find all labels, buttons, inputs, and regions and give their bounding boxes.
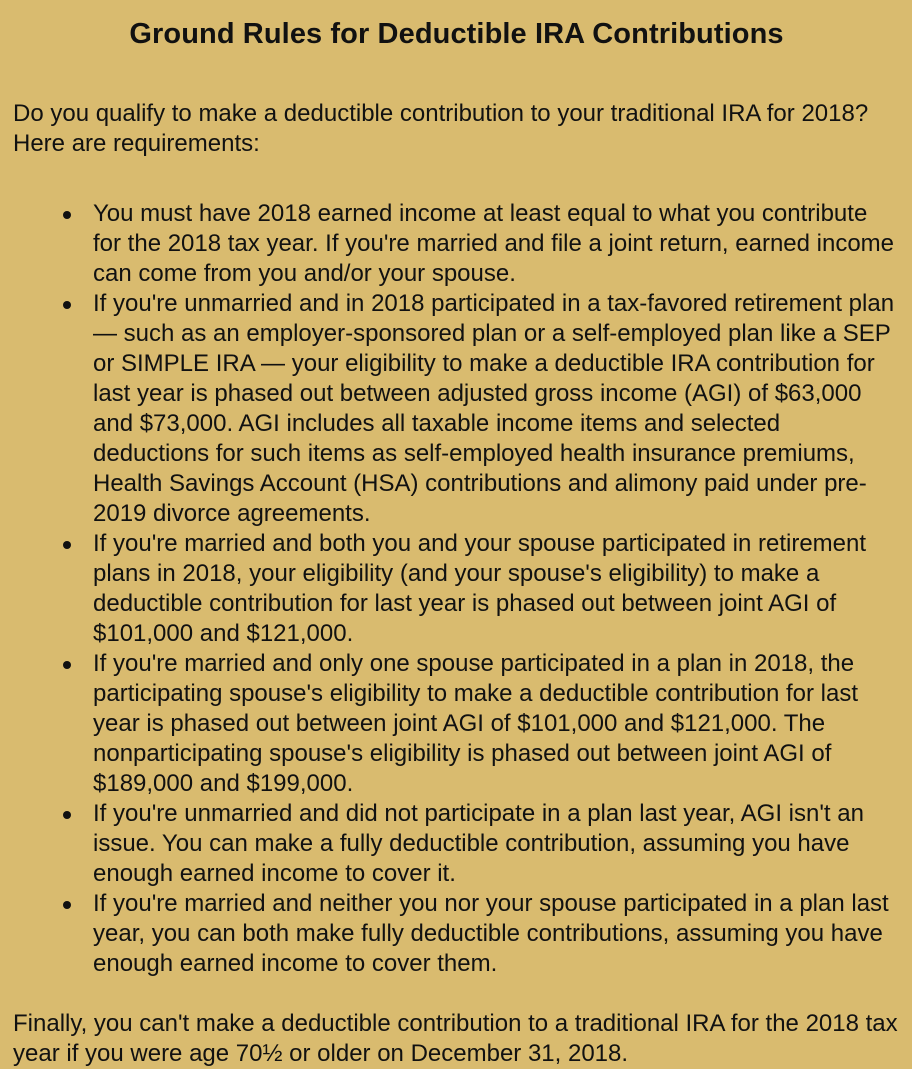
list-item [93, 529, 900, 649]
list-item [93, 289, 900, 529]
list-item [93, 799, 900, 889]
bullet-icon [63, 541, 71, 549]
list-item-text: If you're married and both you and your spouse participated in retirement plans in 2018, your eligibility (and your spouse's eligibility) to make a deductible contribution for last year is phased out between joint AGI of $101,000 and $121,000. [93, 530, 867, 647]
bullet-icon [63, 661, 71, 669]
list-item-text: If you're unmarried and in 2018 participated in a tax-favored retirement plan — such as an employer-sponsored plan or a self-employed plan like a SEP or SIMPLE IRA — your eligibility to make a deductible IRA contribution for last year is phased out between adjusted gross income (AGI) of $63,000 and $73,000. AGI includes all taxable income items and selected deductions for such items as self-employed health insurance premiums, Health Savings Account (HSA) contributions and alimony paid under pre-2019 divorce agreements. [93, 290, 895, 527]
requirements-list [13, 199, 900, 979]
bullet-icon [63, 211, 71, 219]
list-item [93, 889, 900, 979]
list-item [93, 649, 900, 799]
list-item-text: If you're married and neither you nor your spouse participated in a plan last year, you can both make fully deductible contributions, assuming you have enough earned income to cover them. [93, 890, 889, 977]
list-item-text: If you're married and only one spouse participated in a plan in 2018, the participating spouse's eligibility to make a deductible contribution for last year is phased out between joint AGI of $101,000 and $121,000. The nonparticipating spouse's eligibility is phased out between joint AGI of $189,000 and $199,000. [93, 650, 858, 797]
intro-paragraph: Do you qualify to make a deductible contribution to your traditional IRA for 2018? Here are requirements: [13, 100, 869, 157]
bullet-icon [63, 901, 71, 909]
list-item-text: You must have 2018 earned income at least equal to what you contribute for the 2018 tax year. If you're married and file a joint return, earned income can come from you and/or your spouse. [93, 200, 895, 287]
list-item [93, 199, 900, 289]
bullet-icon [63, 811, 71, 819]
closing-paragraph: Finally, you can't make a deductible contribution to a traditional IRA for the 2018 tax year if you were age 70½ or older on December 31, 2018. [13, 1010, 898, 1067]
list-item-text: If you're unmarried and did not participate in a plan last year, AGI isn't an issue. You can make a fully deductible contribution, assuming you have enough earned income to cover it. [93, 800, 864, 887]
bullet-icon [63, 301, 71, 309]
page-title: Ground Rules for Deductible IRA Contributions [129, 18, 784, 50]
